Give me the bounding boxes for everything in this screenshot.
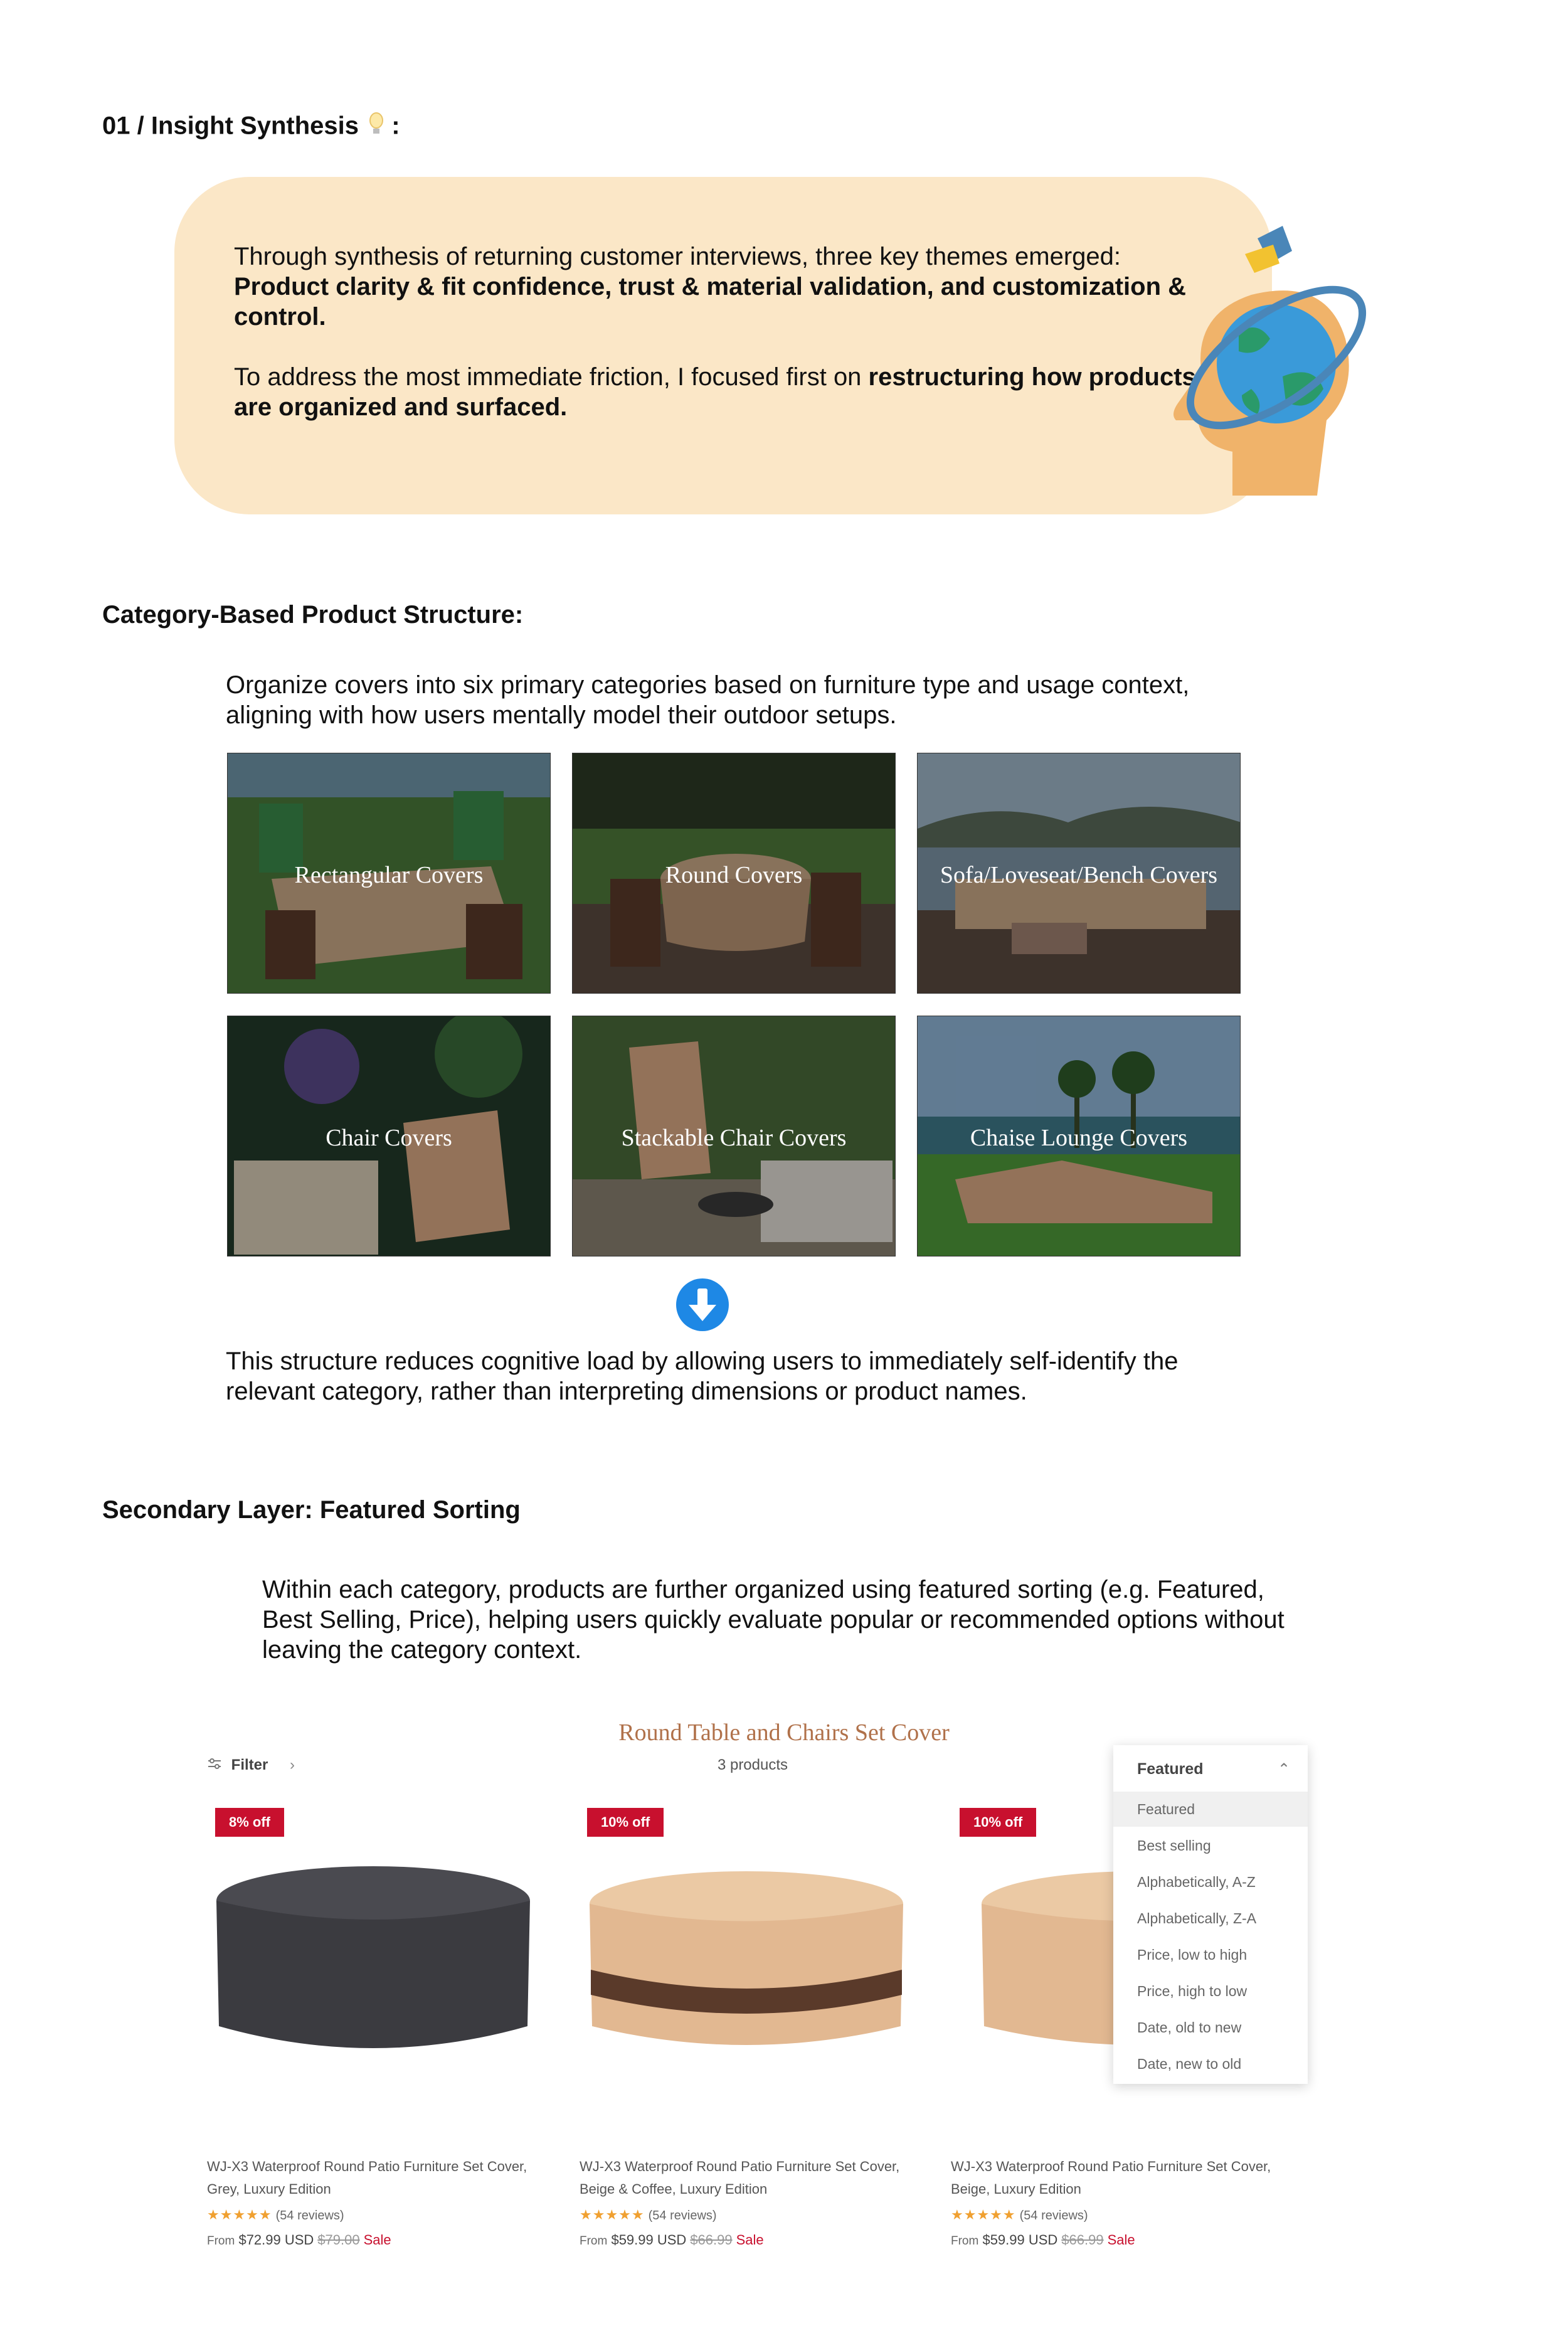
chevron-right-icon: › [290,1756,295,1773]
sort-option-alpha-za[interactable]: Alphabetically, Z-A [1137,1910,1257,1926]
insight-paragraph-2 [234,362,1212,422]
sale-label: Sale [1107,2232,1135,2248]
product-count: 3 products [717,1756,788,1773]
insight-heading-colon: : [391,112,400,140]
head-globe-illustration [1163,213,1383,502]
sort-selected: Featured [1137,1760,1204,1778]
sort-option-price-high-low[interactable]: Price, high to low [1137,1983,1248,1999]
sort-option-price-low-high[interactable]: Price, low to high [1137,1947,1248,1963]
product-title[interactable]: WJ-X3 Waterproof Round Patio Furniture Set Cover, Beige, Luxury Edition [951,2159,1271,2197]
category-tile-rectangular[interactable] [227,753,551,994]
price-line [207,2232,391,2248]
price: $59.99 USD [611,2232,687,2248]
lightbulb-icon [368,112,384,143]
category-tile-label: Sofa/Loveseat/Bench Covers [940,862,1218,888]
category-tile-sofa[interactable] [917,753,1241,994]
category-tile-round[interactable] [572,753,896,994]
chevron-up-icon[interactable]: ⌃ [1278,1761,1291,1778]
insight-heading [102,112,400,143]
collection-title: Round Table and Chairs Set Cover [618,1719,950,1746]
filter-label: Filter [231,1756,268,1773]
discount-badge: 10% off [960,1808,1036,1837]
price-line [580,2232,764,2248]
category-tile-label: Stackable Chair Covers [621,1125,847,1151]
category-outro: This structure reduces cognitive load by allowing users to immediately self-identify the relevant category, rather than interpreting dimensions or product names. [226,1347,1179,1405]
sale-label: Sale [363,2232,391,2248]
price-from: From [951,2234,979,2248]
star-rating [951,2207,1088,2223]
arrow-down-circle-icon [676,1278,729,1331]
insight-text [234,242,1212,452]
price-from: From [207,2234,235,2248]
category-heading: Category-Based Product Structure: [102,601,524,629]
review-count: (54 reviews) [275,2209,344,2223]
compare-price: $66.99 [690,2232,733,2248]
star-icons: ★★★★★ [580,2207,645,2223]
category-tile-label: Round Covers [665,862,803,888]
sort-option-best-selling[interactable]: Best selling [1137,1837,1211,1854]
category-tile-label: Rectangular Covers [294,862,484,888]
price: $72.99 USD [238,2232,314,2248]
product-title[interactable]: WJ-X3 Waterproof Round Patio Furniture Set Cover, Beige & Coffee, Luxury Edition [580,2159,900,2197]
insight-paragraph-2-bold: restructuring how products are organized and surfaced. [234,363,1196,421]
filter-button[interactable] [207,1756,295,1775]
insight-heading-text: 01 / Insight Synthesis [102,112,359,140]
discount-badge: 10% off [587,1808,664,1837]
price: $59.99 USD [982,2232,1058,2248]
star-icons: ★★★★★ [207,2207,272,2223]
insight-paragraph-2-plain: To address the most immediate friction, I focused first on [234,363,869,391]
insight-paragraph-1-plain: Through synthesis of returning customer interviews, three key themes emerged: [234,243,1121,270]
category-tile-chair[interactable] [227,1016,551,1256]
sort-option-date-new-old[interactable]: Date, new to old [1137,2056,1242,2072]
sort-option-alpha-az[interactable]: Alphabetically, A-Z [1137,1874,1256,1890]
discount-badge: 8% off [215,1808,284,1837]
filter-sliders-icon [207,1757,222,1775]
insight-paragraph-1 [234,242,1212,332]
price-line [951,2232,1135,2248]
category-tile-stackable[interactable] [572,1016,896,1256]
review-count: (54 reviews) [1019,2209,1088,2223]
compare-price: $66.99 [1061,2232,1104,2248]
sort-option-featured[interactable]: Featured [1113,1792,1308,1827]
category-tile-chaise[interactable] [917,1016,1241,1256]
sale-label: Sale [736,2232,764,2248]
star-rating [580,2207,717,2223]
category-tile-label: Chaise Lounge Covers [970,1125,1188,1151]
review-count: (54 reviews) [648,2209,717,2223]
star-rating [207,2207,344,2223]
compare-price: $79.00 [317,2232,360,2248]
category-intro: Organize covers into six primary categories based on furniture type and usage context, aligning with how users mentally model their outdoor setups. [226,671,1190,729]
product-title[interactable]: WJ-X3 Waterproof Round Patio Furniture Set Cover, Grey, Luxury Edition [207,2159,527,2197]
insight-paragraph-1-bold: Product clarity & fit confidence, trust & material validation, and customization & control. [234,273,1187,331]
sorting-intro: Within each category, products are further organized using featured sorting (e.g. Featured, Best Selling, Price), helping users quickly evaluate popular or recommended options without leaving the category context. [262,1576,1285,1664]
product-image[interactable] [583,1844,909,2108]
price-from: From [580,2234,608,2248]
product-image[interactable] [210,1844,536,2108]
star-icons: ★★★★★ [951,2207,1016,2223]
sorting-heading: Secondary Layer: Featured Sorting [102,1496,521,1524]
sort-dropdown[interactable] [1113,1745,1308,2084]
sort-dropdown-header[interactable] [1137,1760,1204,1778]
category-tile-label: Chair Covers [326,1125,452,1151]
sort-option-date-old-new[interactable]: Date, old to new [1137,2019,1242,2036]
